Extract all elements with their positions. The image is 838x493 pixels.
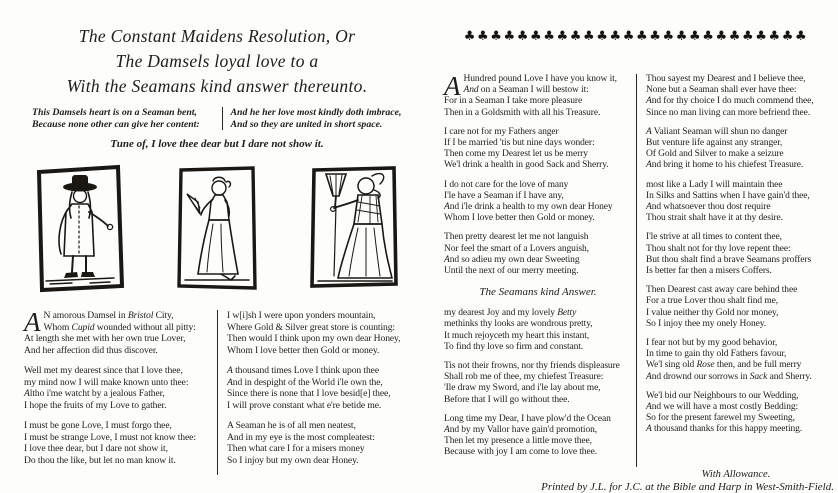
verse-line: So for the present farewel my Sweeting, [646, 413, 795, 424]
woodcut-man-in-hat-icon [32, 162, 128, 294]
verse-line: Long time my Dear, I have plow'd the Ocean [444, 413, 611, 424]
verse-line: And whatsoever thou dost require [646, 202, 771, 213]
epigraph-line: Because none other can give her content: [32, 118, 200, 130]
verse-line: N amorous Damsel in Bristol City, [43, 310, 174, 321]
verse-line: To find thy love so firm and constant. [444, 341, 584, 352]
verse-line: I'le strive at all times to content thee, [646, 232, 782, 243]
drop-cap: A [444, 71, 461, 101]
verse-line: And drownd our sorrows in Sack and Sherry. [646, 371, 812, 382]
woodcut-woman-with-goblet-icon [306, 162, 402, 294]
verse-line: And so adieu my own dear Sweeting [444, 254, 580, 265]
answer-verse-columns [436, 71, 836, 467]
stanza [646, 285, 836, 330]
stanza [444, 361, 632, 406]
verse-line: Whom I love better then Gold or money. [227, 344, 380, 356]
verse-line: It much rejoyceth my heart this instant, [444, 330, 590, 341]
verse-line: For a true Lover thou shalt find me, [646, 296, 779, 307]
stanza [24, 365, 213, 411]
verse-line: I fear not but by my good behavior, [646, 338, 778, 349]
verse-line: And bring it home to his chiefest Treasure. [646, 160, 804, 171]
verse-line: Of Gold and Silver to make a seizure [646, 149, 784, 160]
verse-line: And in my eye is the most compleatest: [227, 431, 375, 443]
verse-line: In Silks and Sattins when I have gain'd thee, [646, 190, 810, 201]
verse-line: Shall rob me of thee, my chiefest Treasure: [444, 372, 604, 383]
verse-line: Then come my Dearest let us be merry [444, 149, 588, 160]
title-line-1: The Constant Maidens Resolution, Or [78, 26, 356, 46]
verse-line: my mind now I will make known unto thee: [24, 376, 189, 388]
epigraph-line: And he her love most kindly doth imbrace, [230, 107, 402, 118]
title-block [16, 18, 418, 99]
answer-column-1 [436, 71, 636, 467]
title-line-3: With the Seamans kind answer thereunto. [66, 76, 368, 96]
stanza [227, 310, 418, 356]
verse-line: my dearest Joy and my lovely Betty [444, 308, 577, 319]
verse-line: I do not care for the love of many [444, 179, 569, 190]
stanza [444, 232, 632, 277]
verse-line: I hope the fruits of my Love to gather. [24, 399, 167, 411]
verse-line: I will prove constant what e're betide me. [227, 399, 382, 411]
verse-line: Then Dearest cast away care behind thee [646, 285, 798, 296]
verse-column-1 [16, 307, 217, 475]
verse-line: Altho i'me watcht by a jealous Father, [24, 388, 165, 399]
verse-line: Nor feel the smart of a Lovers anguish, [444, 243, 589, 254]
verse-line: Whom Cupid wounded without all pitty: [43, 321, 196, 333]
verse-line: Because with joy I am come to love thee. [444, 447, 597, 458]
right-broadside-panel [436, 26, 836, 493]
verse-line: Thou strait shalt have it at thy desire. [646, 213, 783, 224]
verse-line: Since there is none that I love besid[e] thee, [227, 388, 391, 399]
verse-line: I love thee dear, but I dare not show it, [24, 443, 168, 454]
stanza [24, 307, 213, 356]
epigraph-line: And so they are united in short space. [230, 118, 383, 130]
stanza [646, 127, 836, 172]
verse-line: Where Gold & Silver great store is counting: [227, 321, 395, 333]
answer-column-1-upper [444, 71, 632, 277]
verse-line: Well met my dearest since that I love thee, [24, 365, 183, 376]
verse-line: And her affection did thus discover. [24, 344, 158, 356]
verse-line: Hundred pound Love I have you know it, [463, 74, 617, 84]
tune-line: Tune of, I love thee dear but I dare not show it. [110, 138, 324, 150]
verse-line: most like a Lady I will maintain thee [646, 179, 783, 190]
verse-line: Since no man living can more befriend thee. [646, 107, 811, 118]
stanza [227, 420, 418, 466]
verse-line: I'le have a Seaman if I have any, [444, 190, 564, 201]
verse-line: A thousand thanks for this happy meeting. [646, 424, 803, 435]
verse-line: We'l drink a health in good Sack and Sherry. [444, 160, 609, 171]
stanza [444, 180, 632, 225]
stanza [646, 338, 836, 383]
verse-line: None but a Seaman shall ever have thee: [646, 85, 797, 96]
stanza [646, 232, 836, 277]
verse-line: And on a Seaman I will bestow it: [463, 85, 589, 96]
verse-line: I must be strange Love, I must not know thee: [24, 431, 196, 443]
verse-line: Do thou the like, but let no man know it. [24, 454, 176, 466]
verse-line: So I injoy but my own dear Honey. [227, 454, 359, 466]
verse-line: Tis not their frowns, nor thy friends displeasure [444, 361, 620, 372]
verse-line: I value neither thy Gold nor money, [646, 307, 779, 318]
verse-line: Then in a Goldsmith with all his Treasure. [444, 107, 601, 118]
verse-line: And in despight of the World i'le own the, [227, 376, 383, 388]
verse-line: methinks thy looks are wondrous pretty, [444, 319, 593, 330]
verse-line: We'l sing old Rose then, and be full merry [646, 360, 802, 371]
stanza [646, 180, 836, 225]
epigraph [16, 107, 418, 130]
printer-fleuron-ornament-row-icon: ♣♣♣♣♣♣♣♣♣♣♣♣♣♣♣♣♣♣♣♣♣♣♣♣♣♣ [463, 29, 809, 44]
verse-line: A Seaman he is of all men neatest, [227, 420, 356, 431]
woodcut-row [16, 162, 418, 294]
stanza [646, 74, 836, 119]
verse-line: Until the next of our merry meeting. [444, 266, 579, 277]
answer-column-2 [636, 74, 836, 467]
drop-cap: A [24, 307, 41, 337]
stanza [444, 71, 632, 119]
verse-line: And i'le drink a health to my own dear Honey [444, 202, 613, 213]
verse-line: And for thy choice I do much commend thee, [646, 96, 814, 107]
verse-line: For in a Seaman I take more pleasure [444, 96, 583, 107]
verse-line: Then pretty dearest let me not languish [444, 232, 589, 243]
verse-line: Then let my presence a little move thee, [444, 436, 592, 447]
verse-line: I care not for my Fathers anger [444, 126, 559, 137]
stanza [227, 365, 418, 411]
verse-line: If I be married 'tis but nine days wonder: [444, 138, 595, 149]
stanza [444, 127, 632, 172]
verse-column-2 [217, 310, 418, 475]
stanza [444, 414, 632, 459]
verse-line: I w[i]sh I were upon yonders mountain, [227, 310, 376, 321]
stanza [646, 391, 836, 436]
verse-line: We'l bid our Neighbours to our Wedding, [646, 390, 799, 401]
epigraph-line: This Damsels heart is on a Seaman bent, [32, 107, 197, 118]
verse-line: And by my Vallor have gain'd promotion, [444, 425, 598, 436]
verse-line: Then would I think upon my own dear Honey, [227, 333, 401, 344]
stanza [24, 420, 213, 466]
verse-line: Before that I will go without thee. [444, 394, 570, 405]
verse-line: And we will have a most costly Bedding: [646, 402, 799, 413]
verse-line: I must be gone Love, I must forgo thee, [24, 420, 172, 431]
verse-line: A Valiant Seaman will shun no danger [646, 126, 788, 137]
verse-line: Whom I love better then Gold or money. [444, 213, 595, 224]
imprint-line: Printed by J.L. for J.C. at the Bible and Harp in West-Smith-Field. [541, 480, 834, 493]
verse-line: In time to gain thy old Fathers favour, [646, 349, 787, 360]
epigraph-left [16, 107, 220, 130]
woodcut-woman-with-fan-icon [169, 162, 265, 294]
verse-line: But venture life against any stranger, [646, 138, 783, 149]
verse-line: Thou sayest my Dearest and I believe thee, [646, 74, 806, 84]
verse-line: Is better far then a misers Coffers. [646, 266, 772, 277]
verse-line: At length she met with her own true Lover, [24, 333, 186, 344]
verse-line: 'Ile draw my Sword, and i'le lay about me, [444, 383, 601, 394]
verse-line: A thousand times Love I think upon thee [227, 365, 379, 376]
verse-line: So I injoy thee my onely Honey. [646, 318, 767, 329]
answer-column-1-lower [444, 308, 632, 458]
allowance-note: With Allowance. [701, 468, 771, 480]
left-broadside-panel [16, 18, 418, 475]
verse-line: But thou shalt find a brave Seamans proffers [646, 254, 812, 265]
verse-line: Thou shalt not for thy love repent thee: [646, 243, 791, 254]
epigraph-right [222, 107, 419, 130]
left-verse-columns [16, 307, 418, 475]
stanza [444, 308, 632, 353]
verse-line: Then what care I for a misers money [227, 443, 365, 454]
title-line-2: The Damsels loyal love to a [115, 51, 319, 71]
seamans-answer-heading: The Seamans kind Answer. [479, 286, 597, 299]
